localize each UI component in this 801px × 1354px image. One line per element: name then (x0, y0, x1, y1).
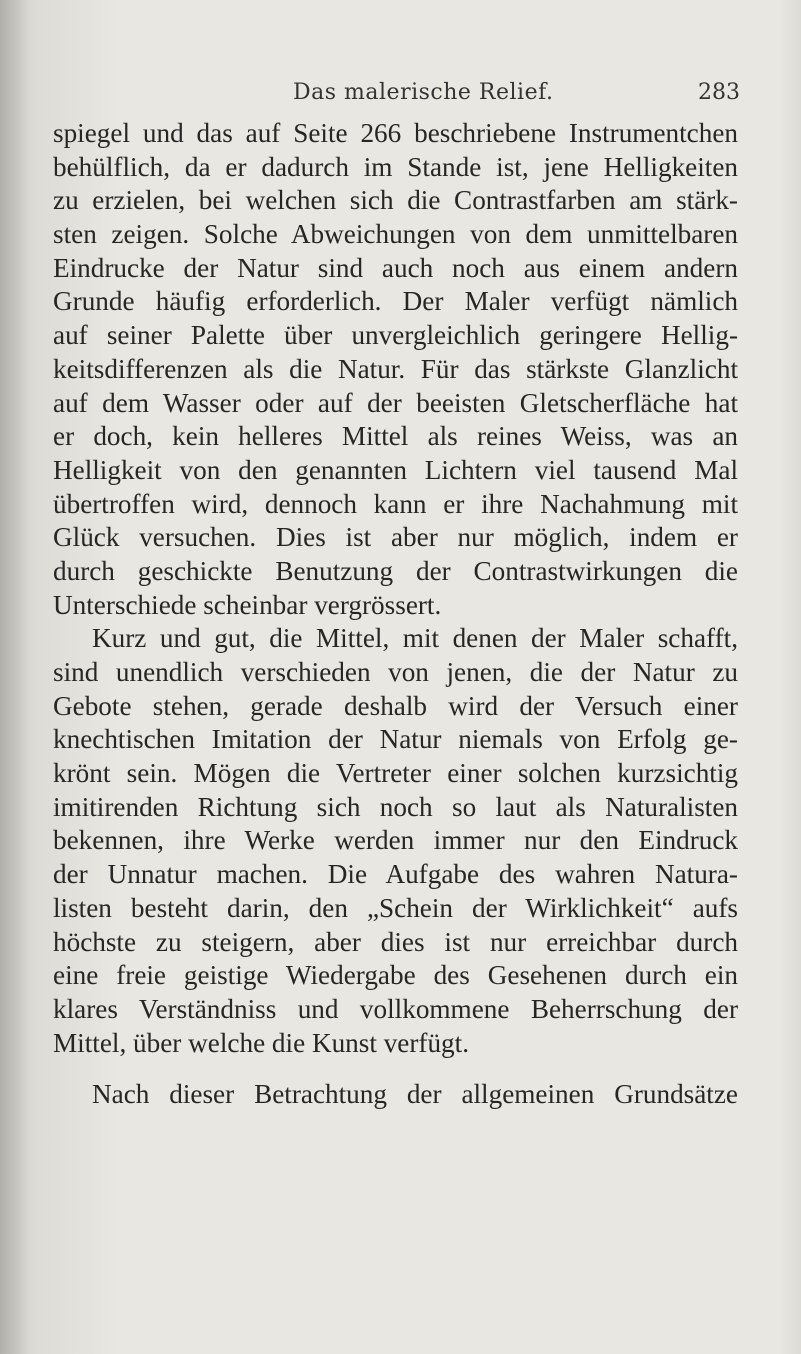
text-line: der Unnatur machen. Die Aufgabe des wahren Natura- (53, 859, 738, 890)
text-line: Unterschiede scheinbar vergrössert. (53, 589, 442, 620)
text-line: bekennen, ihre Werke werden immer nur den Eindruck (53, 825, 738, 856)
text-line: durch geschickte Benutzung der Contrastwirkungen die (53, 555, 738, 586)
text-line: sten zeigen. Solche Abweichungen von dem unmittelbaren (53, 219, 738, 250)
text-line: Mittel, über welche die Kunst verfügt. (53, 1027, 470, 1058)
text-line: imitirenden Richtung sich noch so laut als Naturalisten (53, 791, 738, 822)
text-line: Helligkeit von den genannten Lichtern viel tausend Mal (53, 454, 738, 485)
body-text (53, 117, 738, 1112)
text-line: knechtischen Imitation der Natur niemals von Erfolg ge- (53, 724, 738, 755)
page-header (0, 72, 801, 112)
text-line: keitsdifferenzen als die Natur. Für das stärkste Glanzlicht (53, 353, 738, 384)
text-line: auf dem Wasser oder auf der beeisten Gletscherfläche hat (53, 387, 738, 418)
text-line: sind unendlich verschieden von jenen, die der Natur zu (53, 657, 738, 687)
paragraph-start-line: Nach dieser Betrachtung der allgemeinen Grundsätze (92, 1079, 738, 1110)
text-line: eine freie geistige Wiedergabe des Gesehenen durch ein (53, 960, 738, 991)
running-title: Das malerische Relief. (293, 80, 554, 105)
spine-shadow (0, 0, 30, 1354)
page-number: 283 (698, 80, 740, 105)
text-line: Glück versuchen. Dies ist aber nur möglich, indem er (53, 522, 738, 553)
text-line: Gebote stehen, gerade deshalb wird der Versuch einer (53, 690, 738, 721)
text-line: klares Verständniss und vollkommene Beherrschung der (53, 993, 738, 1024)
paragraph-gap (53, 1060, 738, 1078)
text-line: übertroffen wird, dennoch kann er ihre Nachahmung mit (53, 488, 738, 519)
text-line: listen besteht darin, den „Schein der Wirklichkeit“ aufs (53, 892, 738, 923)
text-line: zu erzielen, bei welchen sich die Contrastfarben am stärk- (53, 185, 738, 216)
text-line: höchste zu steigern, aber dies ist nur erreichbar durch (53, 926, 738, 957)
text-line: Grunde häufig erforderlich. Der Maler verfügt nämlich (53, 286, 738, 317)
text-line: auf seiner Palette über unvergleichlich geringere Hellig- (53, 320, 738, 351)
text-line: spiegel und das auf Seite 266 beschriebene Instrumentchen (53, 118, 738, 148)
text-line: Eindrucke der Natur sind auch noch aus einem andern (53, 252, 738, 283)
text-line: er doch, kein helleres Mittel als reines Weiss, was an (53, 421, 738, 452)
paragraph-start-line: Kurz und gut, die Mittel, mit denen der Maler schafft, (92, 623, 738, 654)
text-line: behülflich, da er dadurch im Stande ist, jene Helligkeiten (53, 151, 738, 182)
text-line: krönt sein. Mögen die Vertreter einer solchen kurzsichtig (53, 758, 738, 789)
